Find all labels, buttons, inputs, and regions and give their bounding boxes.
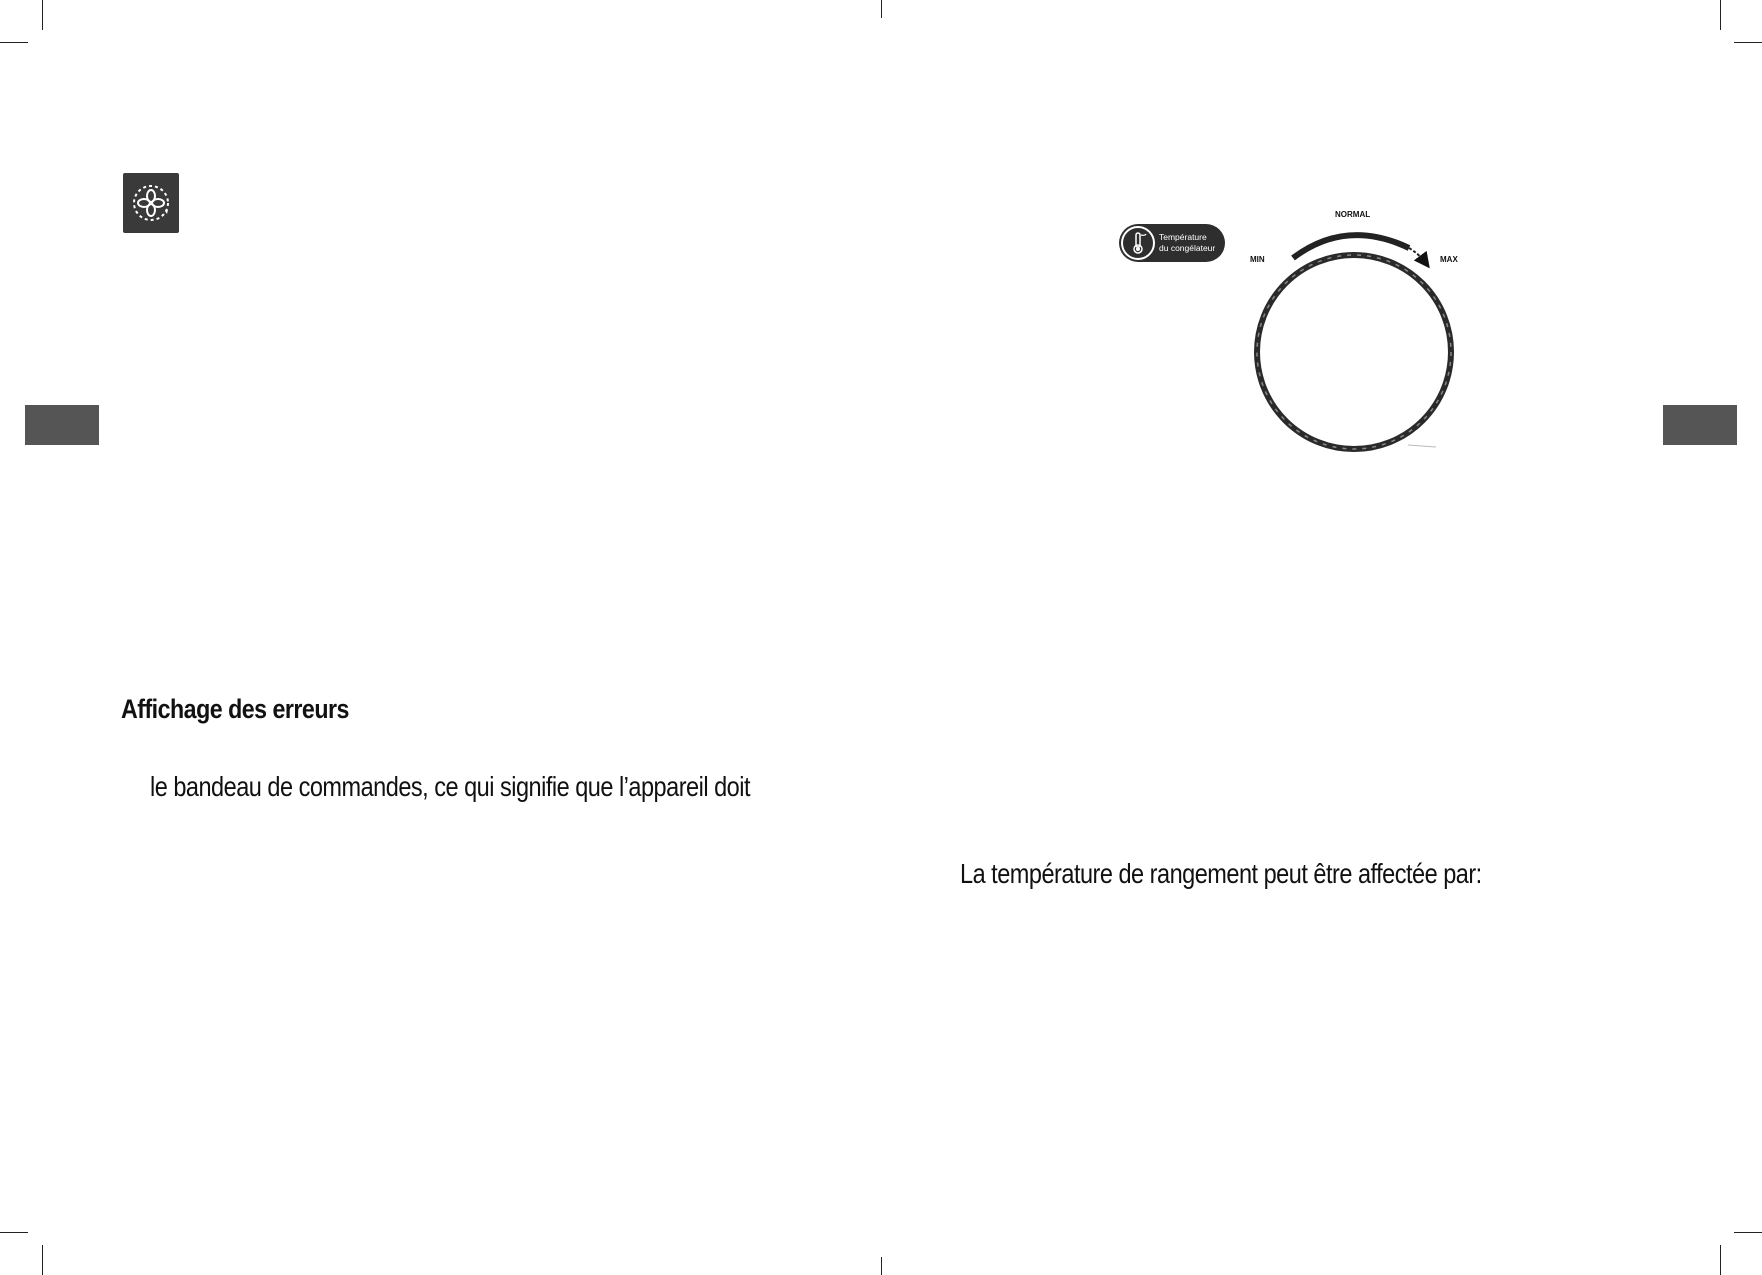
dial-min-label: MIN	[1250, 255, 1265, 264]
crop-mark	[0, 42, 28, 43]
crop-mark	[0, 1232, 28, 1233]
dial-max-label: MAX	[1440, 255, 1458, 264]
badge-label-line1: Température	[1159, 232, 1207, 242]
badge-label-line2: du congélateur	[1159, 243, 1216, 253]
freezer-temperature-badge	[1119, 224, 1225, 262]
storage-temperature-text: La température de rangement peut être affectée par:	[960, 858, 1482, 889]
thermometer-icon	[1121, 226, 1155, 260]
crop-mark	[1720, 0, 1721, 30]
body-text-line: le bandeau de commandes, ce qui signifie que l’appareil doit	[150, 771, 750, 802]
crop-mark	[1734, 42, 1762, 43]
crop-mark	[42, 0, 43, 30]
right-page-tab	[1663, 405, 1737, 445]
dial-normal-label: NORMAL	[1335, 210, 1371, 219]
crop-mark	[1720, 1245, 1721, 1275]
crop-mark	[881, 1257, 882, 1275]
error-display-heading: Affichage des erreurs	[121, 694, 349, 724]
crop-mark	[42, 1245, 43, 1275]
left-page-tab	[25, 405, 99, 445]
crop-mark	[1734, 1232, 1762, 1233]
crop-mark	[881, 0, 882, 18]
temperature-dial[interactable]	[1236, 200, 1476, 460]
fan-cycle-icon	[123, 173, 179, 233]
